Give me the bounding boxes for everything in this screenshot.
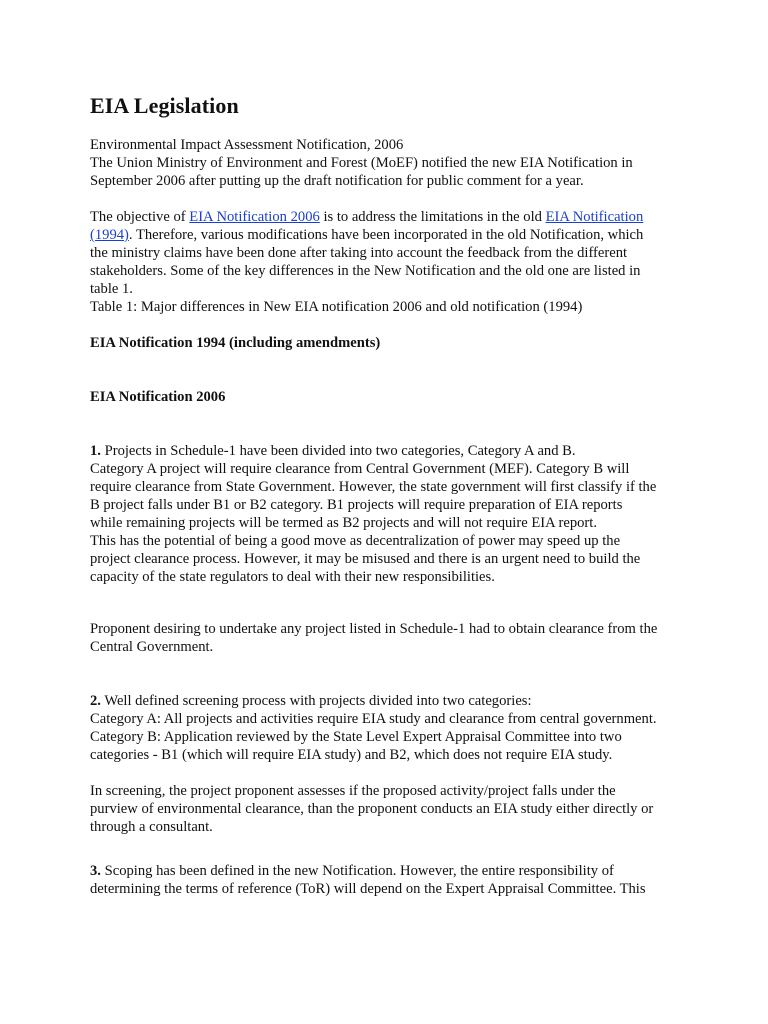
point-line: B project falls under B1 or B2 category. B1 projects will require preparation of EIA reports <box>90 497 623 513</box>
proponent-line: Central Government. <box>90 639 214 655</box>
point-line: Category A project will require clearance from Central Government (MEF). Category B will <box>90 461 630 477</box>
point-line: determining the terms of reference (ToR) will depend on the Expert Appraisal Committee. This <box>90 881 646 897</box>
point-2-paragraph <box>90 692 690 764</box>
point-3-paragraph <box>90 862 690 898</box>
point-text: Scoping has been defined in the new Notification. However, the entire responsibility of <box>100 863 614 879</box>
page-title: EIA Legislation <box>90 93 239 118</box>
point-line: while remaining projects will be termed as B2 projects and will not require EIA report. <box>90 515 597 531</box>
point-number: 3. <box>90 863 101 879</box>
point-line <box>90 442 690 460</box>
objective-line: stakeholders. Some of the key differences in the New Notification and the old one are listed in <box>90 263 641 279</box>
objective-text: is to address the limitations in the old <box>319 209 546 225</box>
objective-line <box>90 226 690 244</box>
point-line: capacity of the state regulators to deal with their new responsibilities. <box>90 569 495 585</box>
objective-paragraph <box>90 208 690 316</box>
heading-1994: EIA Notification 1994 (including amendments) <box>90 335 381 351</box>
point-1-paragraph <box>90 442 690 586</box>
objective-line: table 1. <box>90 281 133 297</box>
point-line: Category A: All projects and activities require EIA study and clearance from central government. <box>90 711 657 727</box>
point-line <box>90 692 690 710</box>
intro-line: Environmental Impact Assessment Notification, 2006 <box>90 137 404 153</box>
screening-line: In screening, the project proponent assesses if the proposed activity/project falls under the <box>90 783 616 799</box>
proponent-line: Proponent desiring to undertake any project listed in Schedule-1 had to obtain clearance from the <box>90 621 658 637</box>
eia-2006-link[interactable]: EIA Notification 2006 <box>189 209 320 225</box>
point-line: project clearance process. However, it may be misused and there is an urgent need to build the <box>90 551 641 567</box>
eia-1994-link[interactable]: EIA Notification <box>545 209 644 225</box>
objective-text: The objective of <box>90 209 190 225</box>
point-text: Well defined screening process with projects divided into two categories: <box>100 693 532 709</box>
screening-paragraph <box>90 782 690 836</box>
intro-paragraph <box>90 136 690 190</box>
point-line: require clearance from State Government. However, the state government will first classify if the <box>90 479 657 495</box>
intro-line: September 2006 after putting up the draft notification for public comment for a year. <box>90 173 584 189</box>
intro-line: The Union Ministry of Environment and Forest (MoEF) notified the new EIA Notification in <box>90 155 633 171</box>
point-number: 1. <box>90 443 101 459</box>
point-line: categories - B1 (which will require EIA study) and B2, which does not require EIA study. <box>90 747 613 763</box>
point-line: Category B: Application reviewed by the State Level Expert Appraisal Committee into two <box>90 729 622 745</box>
point-line <box>90 862 690 880</box>
objective-line <box>90 208 690 226</box>
eia-1994-link-cont[interactable]: (1994) <box>90 227 129 243</box>
objective-line: the ministry claims have been done after taking into account the feedback from the different <box>90 245 628 261</box>
point-text: Projects in Schedule-1 have been divided into two categories, Category A and B. <box>100 443 576 459</box>
objective-text: . Therefore, various modifications have been incorporated in the old Notification, which <box>128 227 644 243</box>
point-number: 2. <box>90 693 101 709</box>
heading-2006: EIA Notification 2006 <box>90 389 226 405</box>
proponent-paragraph <box>90 620 690 656</box>
screening-line: purview of environmental clearance, than the proponent conducts an EIA study either directly or <box>90 801 654 817</box>
screening-line: through a consultant. <box>90 819 213 835</box>
point-line: This has the potential of being a good move as decentralization of power may speed up the <box>90 533 621 549</box>
table-caption: Table 1: Major differences in New EIA notification 2006 and old notification (1994) <box>90 299 583 315</box>
